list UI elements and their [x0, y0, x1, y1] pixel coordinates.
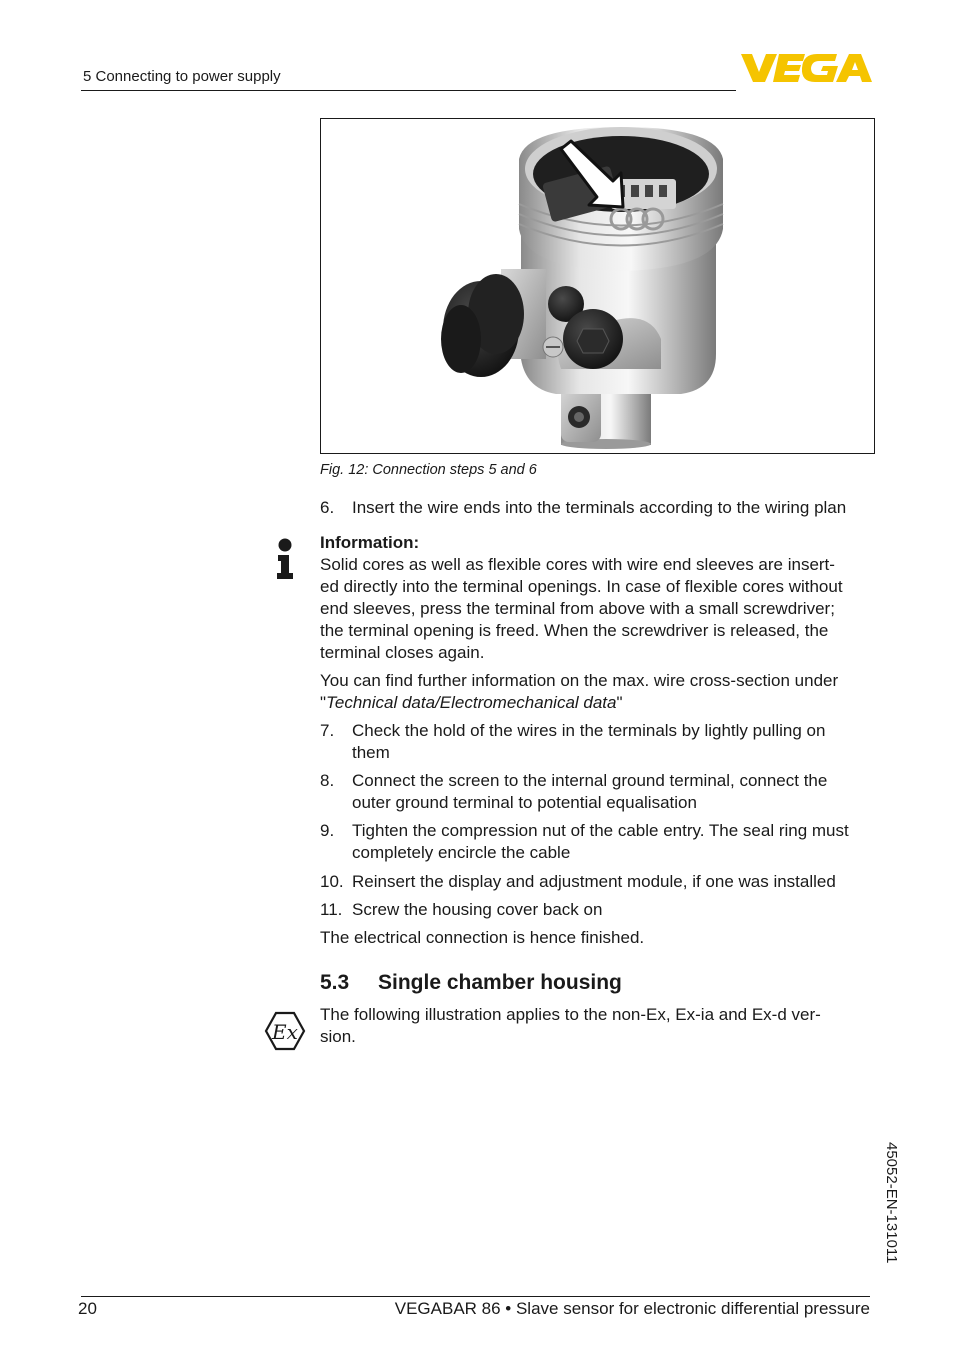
step-text: Reinsert the display and adjustment module, if one was installed: [352, 872, 836, 891]
further-info-line: You can find further information on the max. wire cross-section under: [320, 671, 839, 690]
info-line: terminal closes again.: [320, 643, 485, 662]
section-number: 5.3: [320, 971, 350, 994]
info-icon: [275, 538, 295, 580]
document-id: 45052-EN-131011: [883, 1142, 900, 1264]
info-line: end sleeves, press the terminal from above with a small screwdriver;: [320, 599, 835, 618]
footer-rule: [81, 1296, 870, 1297]
step-text-continued: completely encircle the cable: [352, 843, 571, 862]
technical-data-reference: Technical data/Electromechanical data: [326, 693, 617, 712]
running-header: 5 Connecting to power supply: [83, 68, 281, 85]
info-line: ed directly into the terminal openings. In case of flexible cores without: [320, 577, 843, 596]
quote-close: ": [616, 693, 623, 712]
info-title: Information:: [320, 533, 420, 552]
svg-text:Ex: Ex: [272, 1020, 298, 1044]
ex-note-line: sion.: [320, 1027, 356, 1046]
info-line: Solid cores as well as flexible cores with wire end sleeves are insert-: [320, 555, 835, 574]
step-text-continued: outer ground terminal to potential equalisation: [352, 793, 697, 812]
further-info-reference: [320, 692, 876, 714]
step-text-continued: them: [352, 743, 390, 762]
page-number: 20: [78, 1299, 97, 1318]
step-number: 7.: [320, 721, 335, 740]
vega-logo: [741, 52, 873, 84]
footer-title: VEGABAR 86 • Slave sensor for electronic differential pressure: [394, 1299, 870, 1318]
ex-note-line: The following illustration applies to the non-Ex, Ex-ia and Ex-d ver-: [320, 1005, 821, 1024]
section-title: Single chamber housing: [378, 971, 622, 994]
step-text: Check the hold of the wires in the terminals by lightly pulling on: [352, 721, 826, 740]
quote-open: ": [320, 693, 327, 712]
header-rule: [81, 90, 736, 91]
step-number: 9.: [320, 821, 335, 840]
section-heading: [320, 971, 622, 995]
step-number: 8.: [320, 771, 335, 790]
figure-frame: [320, 118, 875, 454]
info-line: the terminal opening is freed. When the screwdriver is released, the: [320, 621, 829, 640]
step-text: Insert the wire ends into the terminals according to the wiring plan: [352, 498, 847, 517]
step-number: 6.: [320, 498, 335, 517]
conclusion-text: The electrical connection is hence finished.: [320, 928, 645, 947]
step-number: 11.: [320, 900, 343, 919]
step-text: Connect the screen to the internal ground terminal, connect the: [352, 771, 828, 790]
step-number: 10.: [320, 872, 344, 891]
step-text: Tighten the compression nut of the cable entry. The seal ring must: [352, 821, 849, 840]
figure-caption: Fig. 12: Connection steps 5 and 6: [320, 462, 537, 478]
step-text: Screw the housing cover back on: [352, 900, 603, 919]
sensor-housing-illustration: [321, 119, 874, 453]
ex-hazard-icon: [264, 1010, 306, 1052]
